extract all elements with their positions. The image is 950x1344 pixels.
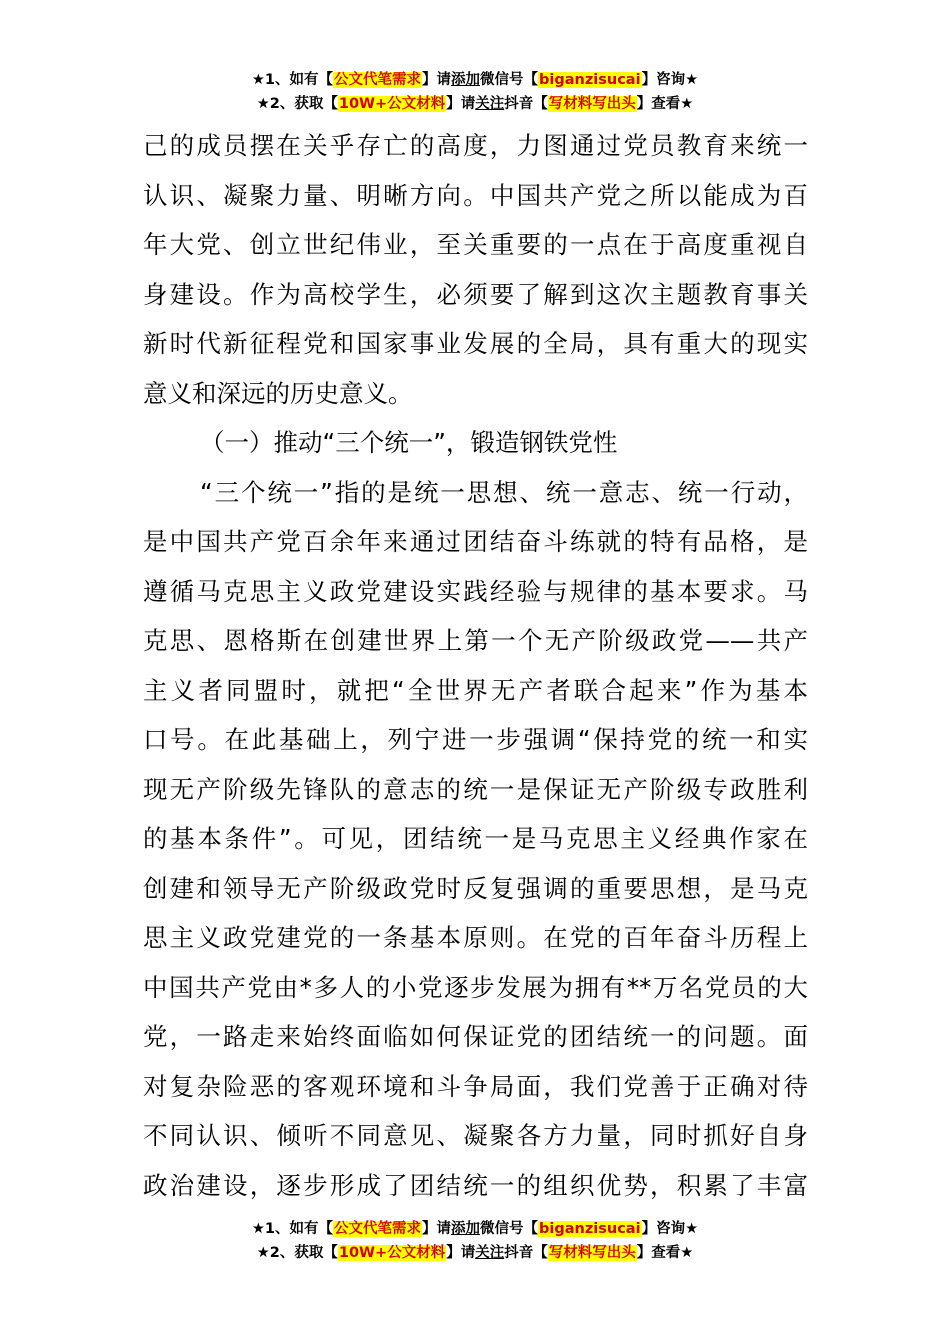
banner-line-2 — [0, 92, 950, 116]
paragraph-line: 是中国共产党百余年来通过团结奋斗练就的特有品格，是 — [143, 527, 808, 556]
banner-text: 】请 — [446, 1245, 476, 1261]
banner-emphasis: 添加 — [451, 1221, 481, 1237]
banner-text: 抖音【 — [504, 96, 548, 112]
paragraph-line: 现无产阶级先锋队的意志的统一是保证无产阶级专政胜利 — [143, 774, 808, 804]
document-body — [143, 121, 808, 1210]
banner-text: 】咨询★ — [641, 72, 699, 88]
banner-text: ★1、如有【 — [251, 72, 334, 88]
paragraph-line: 不同认识、倾听不同意见、凝聚各方力量，同时抓好自身 — [143, 1121, 808, 1150]
paragraph-line: 中国共产党由*多人的小党逐步发展为拥有**万名党员的大 — [143, 972, 808, 1002]
footer-banner — [0, 1217, 950, 1265]
banner-highlight: 公文代笔需求 — [334, 1221, 422, 1237]
banner-highlight: 公文代笔需求 — [334, 72, 422, 88]
paragraph-line: 政治建设，逐步形成了团结统一的组织优势，积累了丰富 — [143, 1170, 808, 1200]
banner-emphasis: 添加 — [451, 72, 481, 88]
banner-text: 微信号【 — [480, 72, 539, 88]
body-line: 身建设。作为高校学生，必须要了解到这次主题教育事关 — [143, 279, 808, 309]
body-line: 新时代新征程党和国家事业发展的全局，具有重大的现实 — [143, 329, 808, 358]
body-line: 己的成员摆在关乎存亡的高度，力图通过党员教育来统一 — [143, 131, 808, 160]
banner-line-1 — [0, 1217, 950, 1241]
section-heading: （一）推动“三个统一”，锻造钢铁党性 — [200, 428, 618, 457]
banner-text: ★2、获取【 — [256, 96, 338, 112]
banner-highlight: 写材料写出头 — [548, 1245, 636, 1261]
banner-text: ★1、如有【 — [251, 1221, 334, 1237]
header-banner — [0, 68, 950, 116]
banner-line-2 — [0, 1241, 950, 1265]
banner-emphasis: 关注 — [475, 1245, 505, 1261]
banner-highlight: biganzisucai — [539, 1221, 641, 1237]
paragraph-line: 克思、恩格斯在创建世界上第一个无产阶级政党——共产 — [143, 626, 808, 655]
banner-text: 微信号【 — [480, 1221, 539, 1237]
body-line: 年大党、创立世纪伟业，至关重要的一点在于高度重视自 — [143, 230, 808, 259]
paragraph-line: 遵循马克思主义政党建设实践经验与规律的基本要求。马 — [143, 576, 808, 606]
body-line: 意义和深远的历史意义。 — [143, 378, 413, 408]
banner-highlight: 10W+公文材料 — [338, 1245, 446, 1261]
banner-emphasis: 关注 — [475, 96, 505, 112]
banner-line-1 — [0, 68, 950, 92]
banner-text: 】查看★ — [636, 1245, 694, 1261]
banner-highlight: 写材料写出头 — [548, 96, 636, 112]
paragraph-line: “三个统一”指的是统一思想、统一意志、统一行动， — [200, 477, 808, 507]
banner-text: ★2、获取【 — [256, 1245, 338, 1261]
banner-highlight: biganzisucai — [539, 72, 641, 88]
banner-text: 】请 — [422, 72, 452, 88]
banner-text: 】咨询★ — [641, 1221, 699, 1237]
paragraph-line: 对复杂险恶的客观环境和斗争局面，我们党善于正确对待 — [143, 1071, 808, 1101]
paragraph-line: 创建和领导无产阶级政党时反复强调的重要思想，是马克 — [143, 873, 808, 903]
paragraph-line: 口号。在此基础上，列宁进一步强调“保持党的统一和实 — [143, 725, 808, 754]
paragraph-line: 的基本条件”。可见，团结统一是马克思主义经典作家在 — [143, 824, 808, 853]
paragraph-line: 主义者同盟时，就把“全世界无产者联合起来”作为基本 — [143, 675, 808, 705]
banner-text: 】请 — [446, 96, 476, 112]
banner-text: 】请 — [422, 1221, 452, 1237]
banner-text: 】查看★ — [636, 96, 694, 112]
body-line: 认识、凝聚力量、明晰方向。中国共产党之所以能成为百 — [143, 180, 808, 210]
banner-highlight: 10W+公文材料 — [338, 96, 446, 112]
banner-text: 抖音【 — [504, 1245, 548, 1261]
paragraph-line: 思主义政党建党的一条基本原则。在党的百年奋斗历程上 — [143, 923, 808, 952]
paragraph-line: 党，一路走来始终面临如何保证党的团结统一的问题。面 — [143, 1022, 808, 1051]
